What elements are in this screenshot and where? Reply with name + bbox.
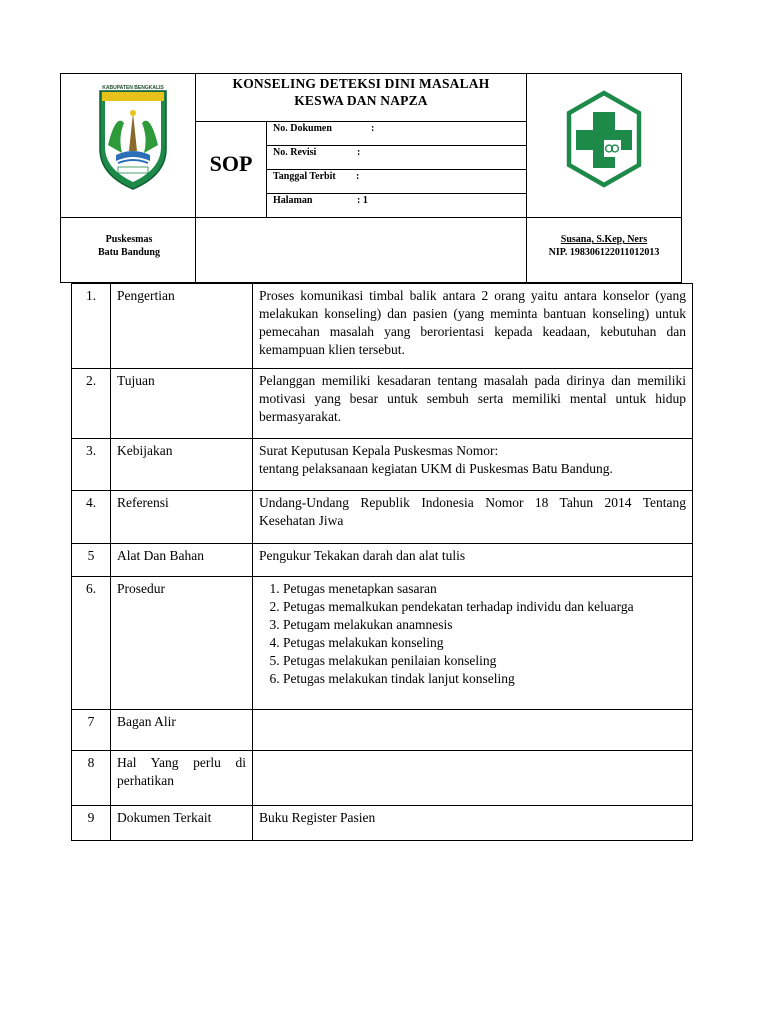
header-border — [681, 73, 682, 283]
meta-doc-number-value: : — [371, 123, 375, 134]
row-number: 7 — [72, 710, 111, 751]
row-number: 3. — [72, 439, 111, 491]
table-row — [72, 577, 693, 710]
header-border — [60, 73, 61, 283]
row-content — [253, 710, 693, 751]
meta-divider — [266, 169, 527, 170]
signer-nip: NIP. 198306122011012013 — [548, 247, 660, 258]
row-label: Hal Yang perlu di perhatikan — [111, 751, 253, 806]
row-content: Pengukur Tekakan darah dan alat tulis — [253, 544, 693, 577]
row-label: Kebijakan — [111, 439, 253, 491]
row-content — [253, 439, 693, 491]
row-content — [253, 751, 693, 806]
row-number: 2. — [72, 369, 111, 439]
row-content: Buku Register Pasien — [253, 806, 693, 841]
row-label: Pengertian — [111, 284, 253, 369]
table-row — [72, 751, 693, 806]
meta-revision-label: No. Revisi — [273, 147, 317, 158]
puskesmas-name — [70, 233, 188, 259]
row-content: Undang-Undang Republik Indonesia Nomor 18 Tahun 2014 Tentang Kesehatan Jiwa — [253, 491, 693, 544]
procedure-step: 3. Petugam melakukan anamnesis — [283, 616, 686, 634]
sop-label: SOP — [209, 151, 253, 176]
signature-block — [528, 233, 680, 259]
puskesmas-cross-icon — [565, 90, 643, 190]
signer-name: Susana, S.Kep, Ners — [560, 234, 648, 245]
meta-page-value: : 1 — [357, 195, 368, 206]
crest-caption: KABUPATEN BENGKALIS — [102, 85, 164, 91]
header-divider — [526, 73, 527, 283]
table-row — [72, 544, 693, 577]
procedure-list — [259, 580, 686, 688]
row-number: 9 — [72, 806, 111, 841]
policy-line-1: Surat Keputusan Kepala Puskesmas Nomor: — [259, 443, 499, 458]
row-number: 4. — [72, 491, 111, 544]
meta-doc-number-label: No. Dokumen — [273, 123, 332, 134]
document-title — [196, 75, 526, 109]
row-content — [253, 577, 693, 710]
meta-page-label: Halaman — [273, 195, 313, 206]
table-row — [72, 806, 693, 841]
meta-revision-value: : — [357, 147, 361, 158]
row-number: 1. — [72, 284, 111, 369]
regency-crest-icon — [96, 83, 170, 191]
table-row — [72, 710, 693, 751]
row-label: Alat Dan Bahan — [111, 544, 253, 577]
row-label: Referensi — [111, 491, 253, 544]
header-border — [60, 73, 682, 74]
title-line-1: KONSELING DETEKSI DINI MASALAH — [232, 76, 490, 91]
sop-table — [71, 283, 693, 841]
row-content: Pelanggan memiliki kesadaran tentang masalah pada dirinya dan memiliki motivasi yang besar untuk sembuh serta memiliki mental untuk hidup bermasyarakat. — [253, 369, 693, 439]
meta-divider — [266, 193, 527, 194]
title-line-2: KESWA DAN NAPZA — [294, 93, 428, 108]
procedure-step: 6. Petugas melakukan tindak lanjut konseling — [283, 670, 686, 688]
table-row — [72, 439, 693, 491]
row-label: Bagan Alir — [111, 710, 253, 751]
meta-divider — [266, 145, 527, 146]
meta-issue-date-label: Tanggal Terbit — [273, 171, 336, 182]
table-row — [72, 491, 693, 544]
row-content: Proses komunikasi timbal balik antara 2 orang yaitu antara konselor (yang melakukan konseling) dan pasien (yang meminta bantuan konseling) untuk pemecahan masalah yang berorientasi kepada keadaan, kebutuhan dan kemampuan klien tersebut. — [253, 284, 693, 369]
puskesmas-line-2: Batu Bandung — [98, 247, 160, 258]
procedure-step: 5. Petugas melakukan penilaian konseling — [283, 652, 686, 670]
policy-line-2: tentang pelaksanaan kegiatan UKM di Puskesmas Batu Bandung. — [259, 461, 613, 476]
procedure-step: 1. Petugas menetapkan sasaran — [283, 580, 686, 598]
table-row — [72, 284, 693, 369]
sop-header — [60, 73, 682, 283]
header-divider — [195, 121, 527, 122]
procedure-step: 2. Petugas memalkukan pendekatan terhadap individu dan keluarga — [283, 598, 686, 616]
row-label: Tujuan — [111, 369, 253, 439]
meta-issue-date-value: : — [356, 171, 360, 182]
row-label: Dokumen Terkait — [111, 806, 253, 841]
row-label: Prosedur — [111, 577, 253, 710]
puskesmas-line-1: Puskesmas — [105, 234, 153, 245]
table-row — [72, 369, 693, 439]
header-divider — [60, 217, 682, 218]
row-number: 8 — [72, 751, 111, 806]
procedure-step: 4. Petugas melakukan konseling — [283, 634, 686, 652]
row-number: 6. — [72, 577, 111, 710]
row-number: 5 — [72, 544, 111, 577]
